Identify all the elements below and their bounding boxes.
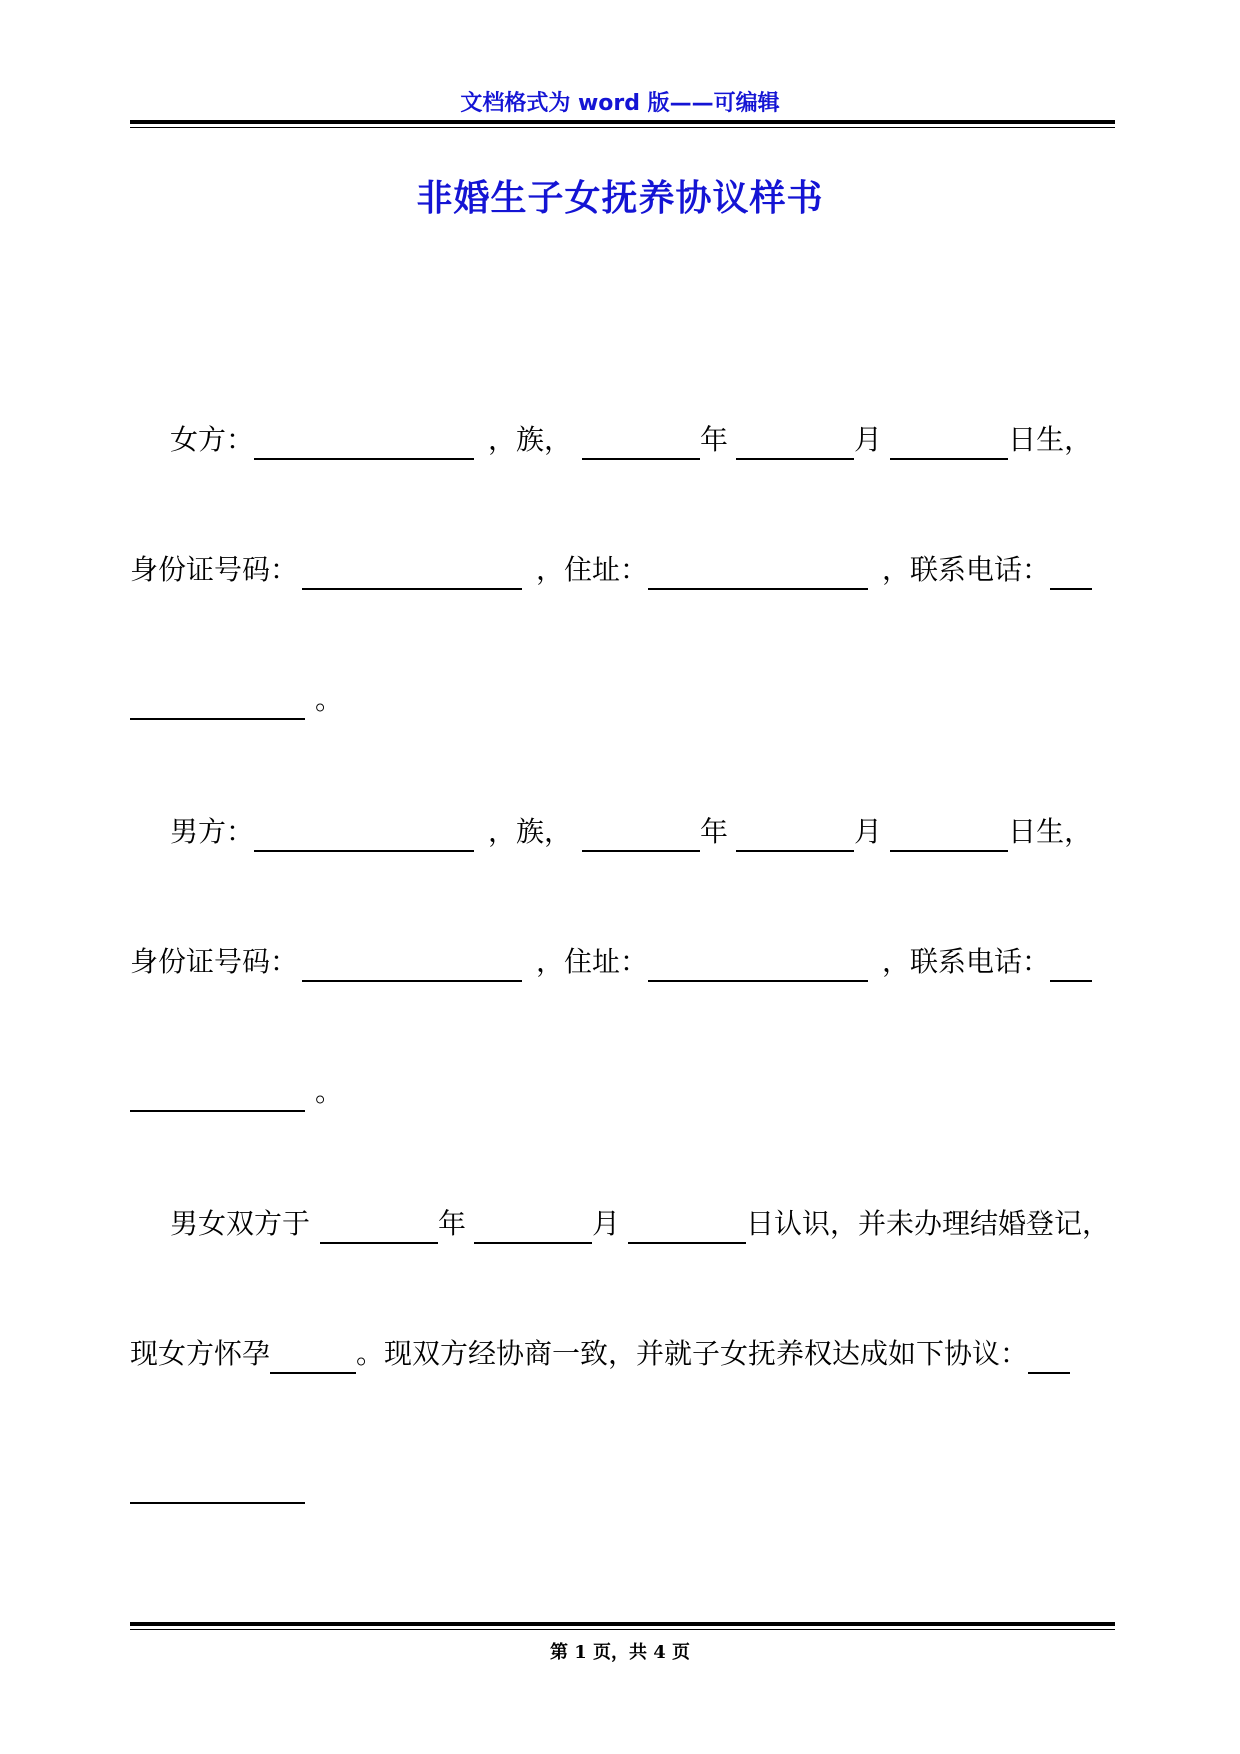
meet-month-blank[interactable] <box>474 1208 592 1244</box>
female-birth-month-blank[interactable] <box>736 424 854 460</box>
female-year-label: 年 <box>700 423 729 456</box>
female-address-blank[interactable] <box>648 554 868 590</box>
clause-agreement: 。现双方经协商一致，并就子女抚养权达成如下协议： <box>356 1337 1029 1370</box>
male-phone-label: ，联系电话： <box>882 945 1051 978</box>
agreement-blank-cont[interactable] <box>130 1468 305 1504</box>
male-address-blank[interactable] <box>648 946 868 982</box>
male-ethnic-label: ，族， <box>488 815 573 848</box>
meet-year-blank[interactable] <box>320 1208 438 1244</box>
female-end-line <box>130 680 1120 720</box>
meet-day-blank[interactable] <box>628 1208 746 1244</box>
clause-month-label: 月 <box>592 1207 621 1240</box>
male-id-label: 身份证号码： <box>130 945 299 978</box>
male-name-blank[interactable] <box>254 816 474 852</box>
male-phone-blank-cont[interactable] <box>130 1076 305 1112</box>
clause-pregnant: 现女方怀孕 <box>130 1337 271 1370</box>
male-year-label: 年 <box>700 815 729 848</box>
male-address-label: ，住址： <box>536 945 649 978</box>
header-note: 文档格式为 word 版——可编辑 <box>460 91 780 116</box>
female-id-blank[interactable] <box>302 554 522 590</box>
female-phone-blank-cont[interactable] <box>130 684 305 720</box>
female-birth-year-blank[interactable] <box>582 424 700 460</box>
female-end-mark: 。 <box>315 683 344 716</box>
male-party-line <box>170 812 1160 852</box>
page-number: 第 1 页，共 4 页 <box>549 1642 691 1663</box>
male-birth-month-blank[interactable] <box>736 816 854 852</box>
female-birth-day-blank[interactable] <box>890 424 1008 460</box>
male-month-label: 月 <box>854 815 883 848</box>
male-id-line <box>130 942 1120 982</box>
female-phone-label: ，联系电话： <box>882 553 1051 586</box>
female-party-line <box>170 420 1160 460</box>
female-id-line <box>130 550 1120 590</box>
male-end-mark: 。 <box>315 1075 344 1108</box>
male-end-line <box>130 1072 1120 1112</box>
clause-day-text: 日认识，并未办理结婚登记， <box>746 1207 1111 1240</box>
female-day-label: 日生， <box>1008 423 1093 456</box>
female-ethnic-label: ，族， <box>488 423 573 456</box>
female-month-label: 月 <box>854 423 883 456</box>
female-address-label: ，住址： <box>536 553 649 586</box>
document-title: 非婚生子女抚养协议样书 <box>416 178 824 219</box>
female-phone-blank[interactable] <box>1050 554 1092 590</box>
clause-line-1 <box>170 1204 1160 1244</box>
male-day-label: 日生， <box>1008 815 1093 848</box>
clause-line-2 <box>130 1334 1120 1374</box>
male-birth-year-blank[interactable] <box>582 816 700 852</box>
male-id-blank[interactable] <box>302 946 522 982</box>
clause-line-3 <box>130 1464 1120 1504</box>
female-name-blank[interactable] <box>254 424 474 460</box>
female-label: 女方： <box>170 423 255 456</box>
clause-intro: 男女双方于 <box>170 1207 311 1240</box>
pregnancy-duration-blank[interactable] <box>270 1338 356 1374</box>
agreement-blank[interactable] <box>1028 1338 1070 1374</box>
clause-year-label: 年 <box>438 1207 467 1240</box>
male-phone-blank[interactable] <box>1050 946 1092 982</box>
female-id-label: 身份证号码： <box>130 553 299 586</box>
male-label: 男方： <box>170 815 255 848</box>
footer-rule <box>130 1622 1115 1630</box>
male-birth-day-blank[interactable] <box>890 816 1008 852</box>
header-rule <box>130 120 1115 128</box>
